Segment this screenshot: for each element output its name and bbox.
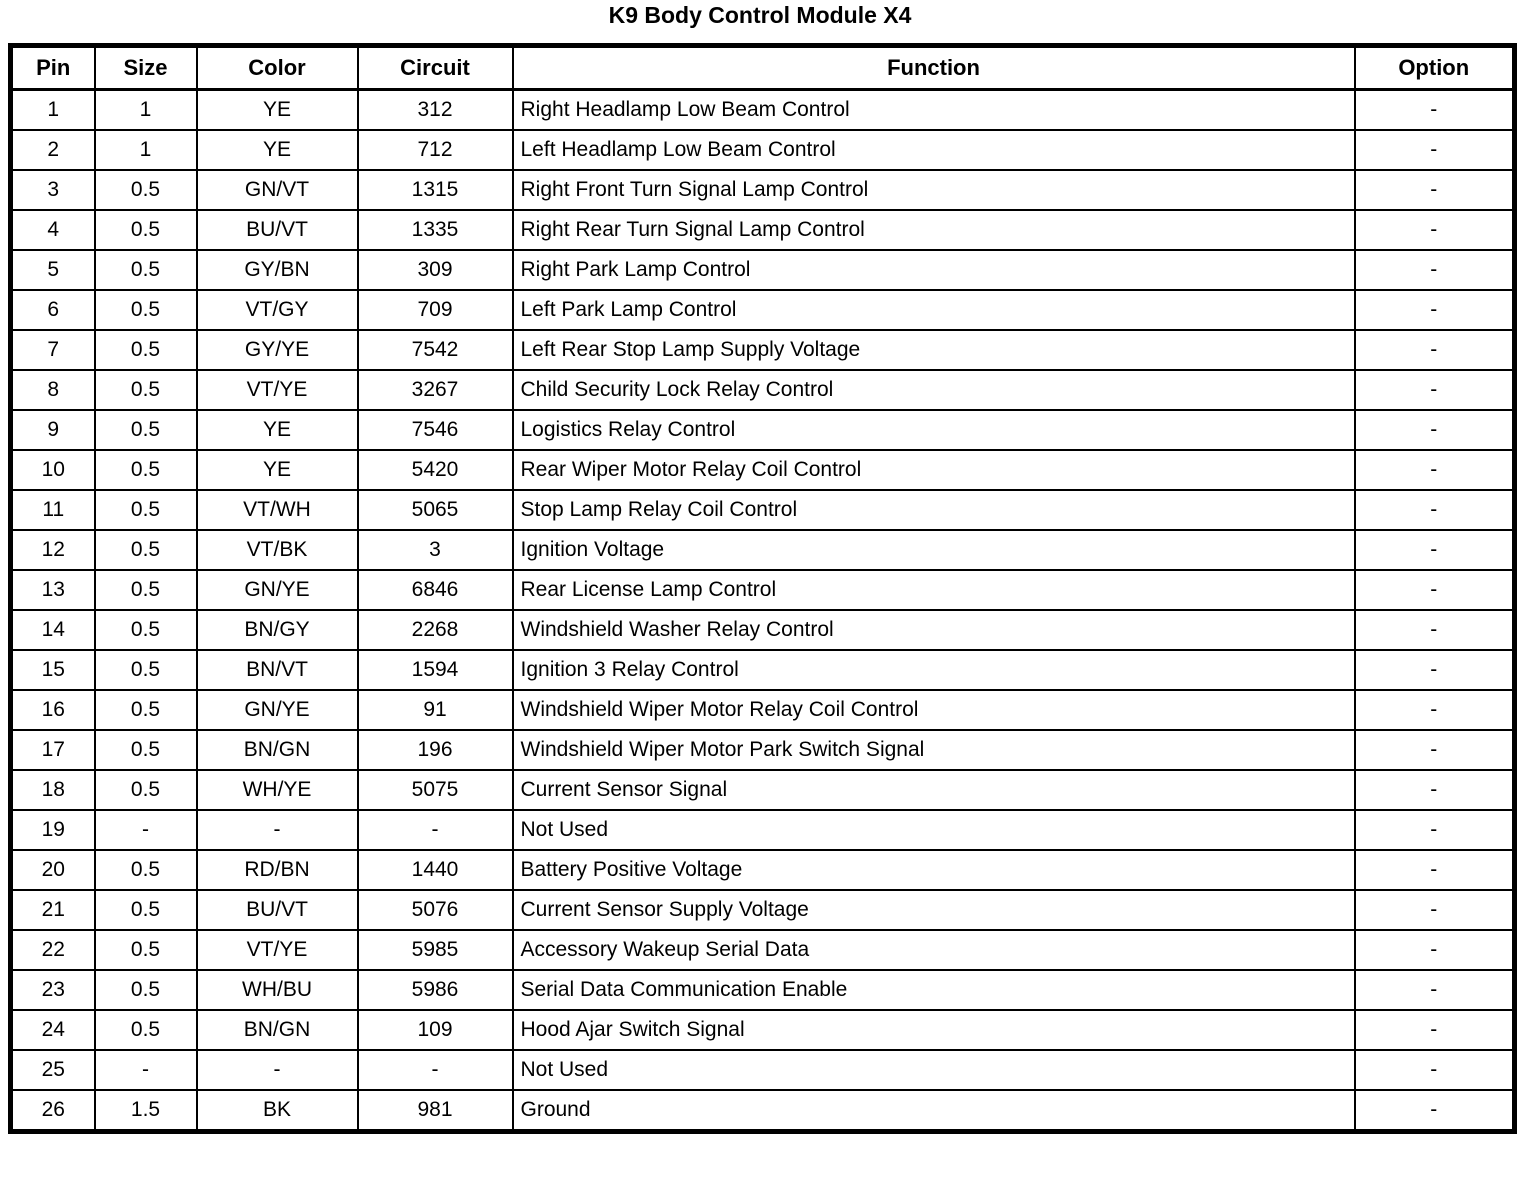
table-row [11, 530, 1515, 570]
table-row [11, 1010, 1515, 1050]
cell-option: - [1355, 890, 1515, 930]
cell-size: 0.5 [95, 970, 197, 1010]
cell-circuit: 5985 [358, 930, 513, 970]
table-row [11, 850, 1515, 890]
cell-pin: 12 [11, 530, 95, 570]
cell-function: Hood Ajar Switch Signal [513, 1010, 1355, 1050]
cell-size: 0.5 [95, 330, 197, 370]
cell-color: YE [197, 450, 358, 490]
cell-function: Windshield Wiper Motor Park Switch Signal [513, 730, 1355, 770]
cell-circuit: 196 [358, 730, 513, 770]
cell-circuit: 309 [358, 250, 513, 290]
table-row [11, 370, 1515, 410]
cell-option: - [1355, 450, 1515, 490]
cell-option: - [1355, 930, 1515, 970]
cell-option: - [1355, 650, 1515, 690]
cell-function: Accessory Wakeup Serial Data [513, 930, 1355, 970]
cell-circuit: 7542 [358, 330, 513, 370]
table-row [11, 1050, 1515, 1090]
table-row [11, 450, 1515, 490]
cell-circuit: 91 [358, 690, 513, 730]
cell-color: GN/VT [197, 170, 358, 210]
cell-size: - [95, 1050, 197, 1090]
cell-circuit: 3 [358, 530, 513, 570]
cell-color: VT/BK [197, 530, 358, 570]
table-row [11, 490, 1515, 530]
cell-size: 0.5 [95, 370, 197, 410]
cell-circuit: - [358, 1050, 513, 1090]
cell-size: 0.5 [95, 930, 197, 970]
cell-circuit: 1594 [358, 650, 513, 690]
cell-circuit: - [358, 810, 513, 850]
cell-circuit: 1315 [358, 170, 513, 210]
cell-size: 0.5 [95, 850, 197, 890]
cell-function: Serial Data Communication Enable [513, 970, 1355, 1010]
cell-circuit: 109 [358, 1010, 513, 1050]
cell-function: Left Headlamp Low Beam Control [513, 130, 1355, 170]
cell-option: - [1355, 1010, 1515, 1050]
cell-pin: 15 [11, 650, 95, 690]
pinout-table [8, 43, 1517, 1134]
cell-pin: 6 [11, 290, 95, 330]
cell-function: Left Rear Stop Lamp Supply Voltage [513, 330, 1355, 370]
column-header-option: Option [1355, 46, 1515, 90]
cell-size: 0.5 [95, 410, 197, 450]
table-row [11, 810, 1515, 850]
cell-option: - [1355, 170, 1515, 210]
cell-color: - [197, 810, 358, 850]
cell-function: Logistics Relay Control [513, 410, 1355, 450]
cell-size: 0.5 [95, 770, 197, 810]
cell-size: 0.5 [95, 490, 197, 530]
cell-circuit: 5420 [358, 450, 513, 490]
column-header-pin: Pin [11, 46, 95, 90]
cell-size: 0.5 [95, 450, 197, 490]
cell-circuit: 5065 [358, 490, 513, 530]
cell-option: - [1355, 250, 1515, 290]
cell-function: Right Park Lamp Control [513, 250, 1355, 290]
cell-function: Rear Wiper Motor Relay Coil Control [513, 450, 1355, 490]
cell-function: Not Used [513, 1050, 1355, 1090]
cell-pin: 21 [11, 890, 95, 930]
cell-color: BN/GY [197, 610, 358, 650]
cell-circuit: 981 [358, 1090, 513, 1132]
cell-pin: 19 [11, 810, 95, 850]
table-body [11, 90, 1515, 1132]
cell-option: - [1355, 130, 1515, 170]
cell-circuit: 5986 [358, 970, 513, 1010]
table-row [11, 730, 1515, 770]
cell-pin: 20 [11, 850, 95, 890]
cell-pin: 5 [11, 250, 95, 290]
cell-pin: 18 [11, 770, 95, 810]
cell-size: 0.5 [95, 290, 197, 330]
cell-function: Windshield Washer Relay Control [513, 610, 1355, 650]
cell-color: GY/BN [197, 250, 358, 290]
cell-color: BN/GN [197, 1010, 358, 1050]
cell-option: - [1355, 690, 1515, 730]
cell-option: - [1355, 370, 1515, 410]
cell-size: 0.5 [95, 650, 197, 690]
cell-option: - [1355, 530, 1515, 570]
cell-color: BK [197, 1090, 358, 1132]
cell-circuit: 2268 [358, 610, 513, 650]
cell-function: Child Security Lock Relay Control [513, 370, 1355, 410]
cell-circuit: 5076 [358, 890, 513, 930]
cell-color: VT/YE [197, 370, 358, 410]
cell-circuit: 1440 [358, 850, 513, 890]
cell-color: YE [197, 410, 358, 450]
column-header-circuit: Circuit [358, 46, 513, 90]
cell-pin: 13 [11, 570, 95, 610]
cell-function: Current Sensor Signal [513, 770, 1355, 810]
table-row [11, 610, 1515, 650]
table-row [11, 330, 1515, 370]
table-row [11, 410, 1515, 450]
cell-size: 0.5 [95, 690, 197, 730]
table-row [11, 170, 1515, 210]
cell-pin: 23 [11, 970, 95, 1010]
cell-color: GN/YE [197, 570, 358, 610]
cell-option: - [1355, 210, 1515, 250]
cell-option: - [1355, 570, 1515, 610]
cell-pin: 10 [11, 450, 95, 490]
cell-option: - [1355, 290, 1515, 330]
cell-pin: 24 [11, 1010, 95, 1050]
cell-function: Not Used [513, 810, 1355, 850]
cell-pin: 4 [11, 210, 95, 250]
table-row [11, 690, 1515, 730]
cell-pin: 1 [11, 90, 95, 131]
table-row [11, 970, 1515, 1010]
cell-option: - [1355, 330, 1515, 370]
cell-color: RD/BN [197, 850, 358, 890]
cell-circuit: 709 [358, 290, 513, 330]
cell-size: 0.5 [95, 730, 197, 770]
cell-function: Rear License Lamp Control [513, 570, 1355, 610]
cell-color: - [197, 1050, 358, 1090]
column-header-size: Size [95, 46, 197, 90]
cell-option: - [1355, 850, 1515, 890]
cell-pin: 3 [11, 170, 95, 210]
cell-option: - [1355, 1090, 1515, 1132]
table-row [11, 930, 1515, 970]
cell-option: - [1355, 490, 1515, 530]
cell-function: Left Park Lamp Control [513, 290, 1355, 330]
cell-function: Battery Positive Voltage [513, 850, 1355, 890]
cell-option: - [1355, 1050, 1515, 1090]
table-row [11, 1090, 1515, 1132]
cell-circuit: 5075 [358, 770, 513, 810]
cell-color: GY/YE [197, 330, 358, 370]
cell-size: 1 [95, 130, 197, 170]
cell-color: YE [197, 130, 358, 170]
cell-option: - [1355, 970, 1515, 1010]
cell-option: - [1355, 610, 1515, 650]
table-row [11, 210, 1515, 250]
cell-function: Windshield Wiper Motor Relay Coil Control [513, 690, 1355, 730]
table-row [11, 570, 1515, 610]
cell-color: BN/VT [197, 650, 358, 690]
cell-pin: 16 [11, 690, 95, 730]
table-row [11, 90, 1515, 131]
cell-function: Ignition Voltage [513, 530, 1355, 570]
cell-color: VT/WH [197, 490, 358, 530]
cell-pin: 22 [11, 930, 95, 970]
cell-size: 0.5 [95, 1010, 197, 1050]
cell-color: BU/VT [197, 210, 358, 250]
cell-pin: 17 [11, 730, 95, 770]
cell-size: 0.5 [95, 890, 197, 930]
cell-option: - [1355, 770, 1515, 810]
cell-size: 0.5 [95, 170, 197, 210]
cell-function: Ground [513, 1090, 1355, 1132]
cell-function: Right Rear Turn Signal Lamp Control [513, 210, 1355, 250]
cell-pin: 9 [11, 410, 95, 450]
cell-circuit: 312 [358, 90, 513, 131]
header-row [11, 46, 1515, 90]
cell-color: GN/YE [197, 690, 358, 730]
table-row [11, 650, 1515, 690]
cell-pin: 7 [11, 330, 95, 370]
cell-size: 0.5 [95, 210, 197, 250]
cell-size: - [95, 810, 197, 850]
cell-circuit: 6846 [358, 570, 513, 610]
table-row [11, 890, 1515, 930]
cell-pin: 2 [11, 130, 95, 170]
cell-color: VT/YE [197, 930, 358, 970]
cell-function: Ignition 3 Relay Control [513, 650, 1355, 690]
column-header-color: Color [197, 46, 358, 90]
cell-option: - [1355, 90, 1515, 131]
cell-pin: 26 [11, 1090, 95, 1132]
cell-size: 0.5 [95, 610, 197, 650]
cell-circuit: 712 [358, 130, 513, 170]
cell-function: Right Headlamp Low Beam Control [513, 90, 1355, 131]
cell-size: 1.5 [95, 1090, 197, 1132]
page-title: K9 Body Control Module X4 [608, 2, 912, 28]
cell-circuit: 7546 [358, 410, 513, 450]
cell-color: YE [197, 90, 358, 131]
cell-color: BU/VT [197, 890, 358, 930]
cell-pin: 8 [11, 370, 95, 410]
cell-option: - [1355, 410, 1515, 450]
cell-color: WH/YE [197, 770, 358, 810]
cell-circuit: 1335 [358, 210, 513, 250]
table-row [11, 770, 1515, 810]
cell-size: 1 [95, 90, 197, 131]
cell-pin: 11 [11, 490, 95, 530]
cell-size: 0.5 [95, 570, 197, 610]
cell-circuit: 3267 [358, 370, 513, 410]
cell-size: 0.5 [95, 530, 197, 570]
cell-color: WH/BU [197, 970, 358, 1010]
cell-color: BN/GN [197, 730, 358, 770]
cell-option: - [1355, 730, 1515, 770]
cell-function: Current Sensor Supply Voltage [513, 890, 1355, 930]
table-row [11, 290, 1515, 330]
cell-function: Right Front Turn Signal Lamp Control [513, 170, 1355, 210]
column-header-function: Function [513, 46, 1355, 90]
table-row [11, 130, 1515, 170]
cell-option: - [1355, 810, 1515, 850]
cell-size: 0.5 [95, 250, 197, 290]
cell-function: Stop Lamp Relay Coil Control [513, 490, 1355, 530]
cell-pin: 25 [11, 1050, 95, 1090]
cell-pin: 14 [11, 610, 95, 650]
table-row [11, 250, 1515, 290]
cell-color: VT/GY [197, 290, 358, 330]
